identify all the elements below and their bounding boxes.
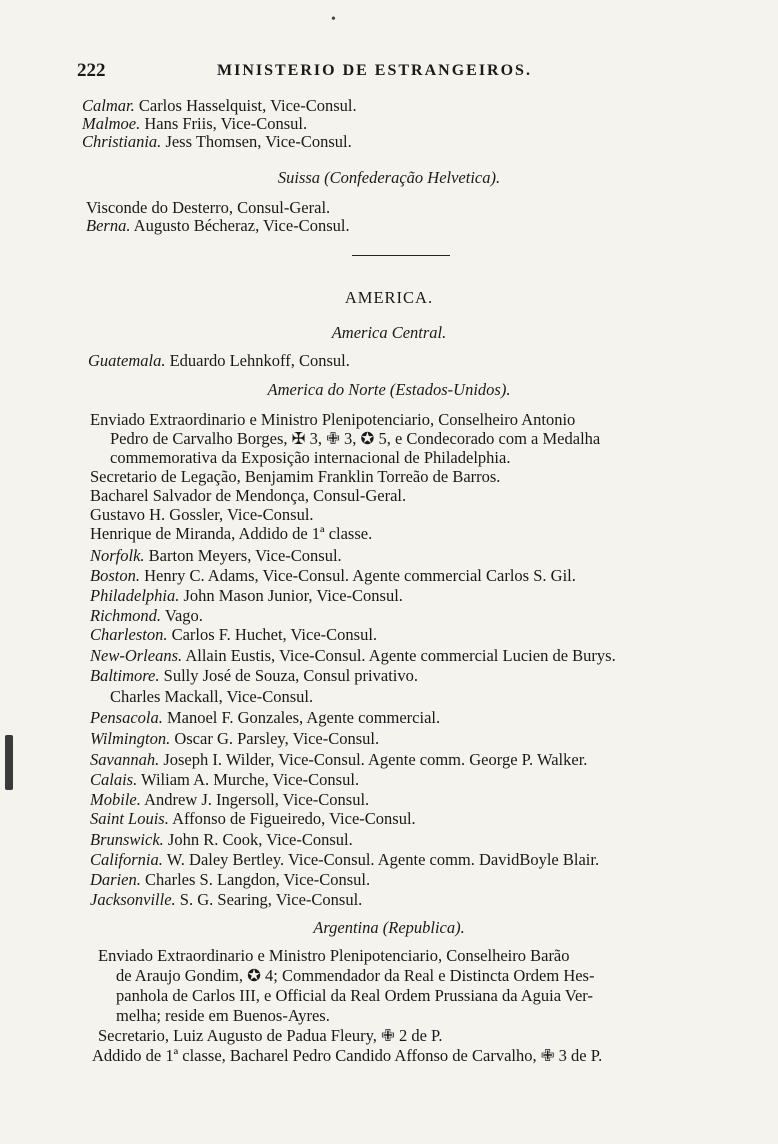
text-line <box>98 1026 443 1046</box>
entry-text: Enviado Extraordinario e Ministro Plenipotenciario, Conselheiro Antonio <box>90 410 576 429</box>
place-name: Wilmington. <box>90 729 171 748</box>
entry-text: Gustavo H. Gossler, Vice-Consul. <box>90 505 314 524</box>
place-name: New-Orleans. <box>90 646 183 665</box>
text-line <box>90 708 440 728</box>
entry-text: W. Daley Bertley. Vice-Consul. Agente comm. DavidBoyle Blair. <box>162 850 600 869</box>
page-edge-mark <box>5 735 13 790</box>
entry-text: panhola de Carlos III, e Official da Real Ordem Prussiana da Aguia Ver- <box>116 986 593 1005</box>
entry-text: Affonso de Figueiredo, Vice-Consul. <box>168 809 416 828</box>
entry-text: Charles Mackall, Vice-Consul. <box>110 687 314 706</box>
text-line <box>90 870 370 890</box>
text-line <box>90 646 616 666</box>
entry-text: Sully José de Souza, Consul privativo. <box>159 666 419 685</box>
entry-text: Visconde do Desterro, Consul-Geral. <box>86 198 331 217</box>
entry-text: de Araujo Gondim, ✪ 4; Commendador da Real e Distincta Ordem Hes- <box>116 966 595 985</box>
place-name: Christiania. <box>82 132 162 151</box>
section-heading: Argentina (Republica). <box>313 918 465 937</box>
entry-text: Addido de 1ª classe, Bacharel Pedro Candido Affonso de Carvalho, ✙ 3 de P. <box>92 1046 603 1065</box>
place-name: Boston. <box>90 566 140 585</box>
entry-text: melha; reside em Buenos-Ayres. <box>116 1006 330 1025</box>
place-name: Savannah. <box>90 750 160 769</box>
entry-text: Henry C. Adams, Vice-Consul. Agente commercial Carlos S. Gil. <box>139 566 576 585</box>
text-line <box>82 132 352 152</box>
text-line <box>90 524 372 544</box>
place-name: Calais. <box>90 770 138 789</box>
text-line <box>110 448 510 468</box>
text-line <box>90 666 418 686</box>
entry-text: Wiliam A. Murche, Vice-Consul. <box>137 770 360 789</box>
text-line <box>90 729 379 749</box>
entry-text: John Mason Junior, Vice-Consul. <box>179 586 403 605</box>
entry-text: Jess Thomsen, Vice-Consul. <box>161 132 352 151</box>
text-line <box>90 505 314 525</box>
text-line <box>90 546 342 566</box>
entry-text: Pedro de Carvalho Borges, ✠ 3, ✙ 3, ✪ 5, e Condecorado com a Medalha <box>110 429 601 448</box>
entry-text: Charles S. Langdon, Vice-Consul. <box>140 870 371 889</box>
text-line <box>82 96 357 116</box>
section-heading: America do Norte (Estados-Unidos). <box>267 380 511 399</box>
place-name: Pensacola. <box>90 708 163 727</box>
text-line <box>90 486 406 506</box>
text-line <box>90 890 362 910</box>
text-line <box>86 198 330 218</box>
text-line <box>90 625 377 645</box>
text-line <box>92 1046 602 1066</box>
text-line <box>90 467 500 487</box>
place-name: Jacksonville. <box>90 890 176 909</box>
running-head: MINISTERIO DE ESTRANGEIROS. <box>217 62 532 79</box>
text-line <box>110 429 600 449</box>
place-name: Norfolk. <box>90 546 145 565</box>
text-line <box>116 966 594 986</box>
text-line <box>90 850 599 870</box>
text-line <box>90 750 587 770</box>
place-name: Philadelphia. <box>90 586 180 605</box>
section-heading: America Central. <box>331 323 447 342</box>
text-line <box>90 410 575 430</box>
text-line <box>90 770 359 790</box>
text-line <box>116 1006 330 1026</box>
place-name: Calmar. <box>82 96 135 115</box>
page-header <box>77 60 727 84</box>
text-line <box>90 606 203 626</box>
entry-text: Secretario de Legação, Benjamim Franklin Torreão de Barros. <box>90 467 501 486</box>
entry-text: John R. Cook, Vice-Consul. <box>163 830 353 849</box>
place-name: Richmond. <box>90 606 162 625</box>
entry-text: commemorativa da Exposição internacional de Philadelphia. <box>110 448 511 467</box>
place-name: Brunswick. <box>90 830 164 849</box>
text-line <box>110 687 313 707</box>
text-line <box>116 986 593 1006</box>
entry-text: Enviado Extraordinario e Ministro Plenipotenciario, Conselheiro Barão <box>98 946 570 965</box>
place-name: Malmoe. <box>82 114 141 133</box>
place-name: Mobile. <box>90 790 141 809</box>
text-line <box>90 586 403 606</box>
place-name: Berna. <box>86 216 131 235</box>
entry-text: Eduardo Lehnkoff, Consul. <box>165 351 350 370</box>
entry-text: Carlos Hasselquist, Vice-Consul. <box>134 96 357 115</box>
place-name: California. <box>90 850 163 869</box>
entry-text: Allain Eustis, Vice-Consul. Agente commercial Lucien de Burys. <box>182 646 616 665</box>
text-line <box>90 790 369 810</box>
section-divider <box>352 255 450 256</box>
entry-text: S. G. Searing, Vice-Consul. <box>175 890 363 909</box>
text-line <box>86 216 350 236</box>
text-line <box>98 946 570 966</box>
text-line <box>90 566 576 586</box>
entry-text: Augusto Bécheraz, Vice-Consul. <box>130 216 350 235</box>
entry-text: Carlos F. Huchet, Vice-Consul. <box>167 625 378 644</box>
place-name: Baltimore. <box>90 666 160 685</box>
place-name: Saint Louis. <box>90 809 169 828</box>
place-name: Guatemala. <box>88 351 166 370</box>
entry-text: Oscar G. Parsley, Vice-Consul. <box>170 729 380 748</box>
printing-speck: • <box>331 12 336 27</box>
place-name: Darien. <box>90 870 141 889</box>
text-line <box>88 351 350 371</box>
entry-text: Bacharel Salvador de Mendonça, Consul-Geral. <box>90 486 407 505</box>
place-name: Charleston. <box>90 625 168 644</box>
entry-text: Barton Meyers, Vice-Consul. <box>144 546 342 565</box>
text-line <box>82 114 307 134</box>
entry-text: Andrew J. Ingersoll, Vice-Consul. <box>140 790 370 809</box>
page-number: 222 <box>77 60 106 81</box>
entry-text: Hans Friis, Vice-Consul. <box>140 114 308 133</box>
entry-text: Henrique de Miranda, Addido de 1ª classe. <box>90 524 373 543</box>
text-line <box>90 830 353 850</box>
text-line <box>90 809 416 829</box>
section-heading: AMERICA. <box>344 288 434 307</box>
entry-text: Secretario, Luiz Augusto de Padua Fleury, ✙ 2 de P. <box>98 1026 443 1045</box>
entry-text: Manoel F. Gonzales, Agente commercial. <box>162 708 441 727</box>
section-heading: Suissa (Confederação Helvetica). <box>277 168 501 187</box>
entry-text: Joseph I. Wilder, Vice-Consul. Agente comm. George P. Walker. <box>159 750 588 769</box>
entry-text: Vago. <box>161 606 203 625</box>
